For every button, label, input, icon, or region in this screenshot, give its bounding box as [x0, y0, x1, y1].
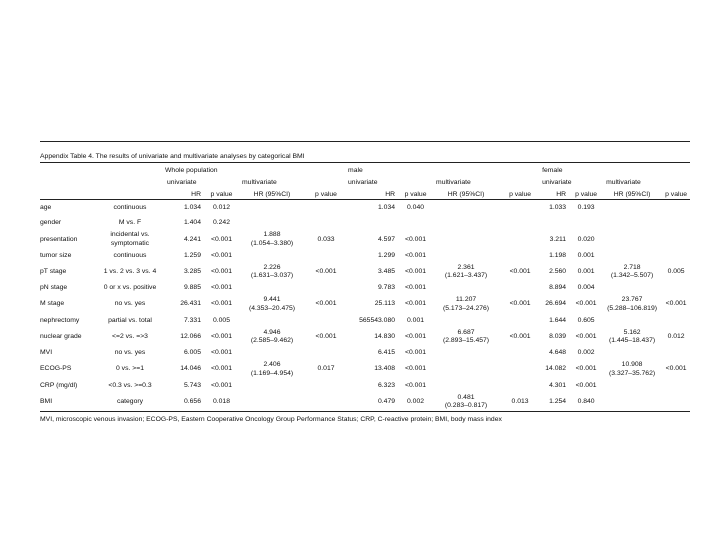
data-cell: [500, 281, 540, 297]
hr-ci-text: 23.767 (5.288–106.819): [607, 296, 658, 312]
data-cell: [500, 361, 540, 378]
hr-ci-text: 2.361 (1.621–3.437): [444, 263, 488, 280]
column-header: p value: [500, 187, 540, 200]
subgroup-header: univariate: [167, 178, 197, 186]
data-cell: [500, 313, 540, 329]
row-category: [95, 394, 165, 411]
row-variable: tumor size: [40, 251, 72, 259]
data-cell: [500, 200, 540, 216]
table-row: [40, 378, 690, 394]
column-header: p value: [205, 187, 238, 200]
data-cell: [432, 313, 500, 329]
data-cell: 0.605: [577, 316, 595, 324]
data-cell: [662, 200, 690, 216]
data-cell: 6.415: [378, 349, 396, 357]
data-cell: 0.005: [667, 268, 685, 275]
subgroup-header: multivariate: [242, 178, 277, 186]
table-row: [40, 248, 690, 264]
data-cell: [238, 231, 306, 248]
data-cell: 0.002: [399, 394, 432, 411]
data-cell: 0.479: [346, 394, 399, 411]
category-text: category: [116, 397, 144, 405]
group-header: female: [542, 166, 563, 174]
data-cell: <0.001: [405, 284, 427, 292]
row-category: [95, 378, 165, 394]
data-cell: <0.001: [315, 268, 337, 275]
data-cell: [432, 216, 500, 232]
data-cell: [602, 361, 662, 378]
data-cell: [238, 216, 306, 232]
header-blank: [40, 187, 165, 200]
data-cell: <0.001: [211, 300, 232, 308]
row-category: [95, 200, 165, 216]
hr-ci-text: 1.888 (1.054–3.380): [250, 231, 294, 247]
data-cell: [432, 200, 500, 216]
column-header: HR: [540, 187, 570, 200]
data-cell: 1.033: [549, 203, 567, 211]
data-cell: 14.082: [545, 365, 567, 373]
hr-ci-text: 2.226 (1.631–3.037): [250, 263, 294, 280]
data-cell: [238, 264, 306, 281]
data-cell: [540, 216, 570, 232]
data-cell: 3.285: [183, 268, 201, 275]
data-cell: 0.020: [577, 235, 595, 243]
data-cell: [662, 248, 690, 264]
hr-ci-text: 5.162 (1.445–18.437): [609, 328, 656, 345]
data-cell: <0.001: [665, 365, 687, 373]
data-cell: 14.830: [374, 332, 396, 340]
subgroup-header: multivariate: [436, 178, 471, 186]
row-variable: pN stage: [40, 284, 68, 292]
data-cell: [306, 378, 346, 394]
data-cell: 13.408: [374, 365, 396, 373]
data-cell: 0.017: [317, 365, 335, 373]
column-header: HR (95%CI): [602, 187, 662, 200]
data-cell: [500, 231, 540, 248]
data-cell: 4.241: [183, 235, 201, 243]
category-text: partial vs. total: [108, 316, 152, 324]
data-cell: <0.001: [315, 332, 337, 340]
data-cell: 0.005: [212, 316, 230, 324]
data-cell: 1.299: [378, 251, 396, 259]
data-cell: [602, 394, 662, 411]
header-blank: [40, 175, 165, 187]
data-cell: 4.597: [378, 235, 396, 243]
row-variable: nephrectomy: [40, 316, 80, 324]
table-row: [40, 200, 690, 216]
data-cell: 1.404: [183, 219, 201, 227]
table-row: [40, 346, 690, 362]
data-cell: <0.001: [211, 284, 232, 292]
data-cell: 5.743: [183, 381, 201, 389]
data-cell: [238, 200, 306, 216]
data-cell: [238, 346, 306, 362]
data-cell: [432, 264, 500, 281]
data-cell: [238, 281, 306, 297]
data-cell: <0.001: [211, 251, 232, 259]
data-cell: 0.656: [165, 394, 205, 411]
data-cell: [602, 264, 662, 281]
data-cell: [602, 329, 662, 346]
data-cell: [432, 281, 500, 297]
table-row: [40, 394, 690, 411]
row-category: [95, 346, 165, 362]
data-cell: <0.001: [211, 332, 232, 340]
data-cell: 26.694: [545, 300, 567, 308]
data-cell: 0.012: [667, 332, 685, 340]
data-cell: [306, 248, 346, 264]
data-cell: [238, 394, 306, 411]
data-cell: 1.259: [183, 251, 201, 259]
data-cell: [306, 346, 346, 362]
data-cell: [306, 281, 346, 297]
data-cell: [432, 329, 500, 346]
header-blank: [40, 163, 165, 175]
data-cell: <0.001: [405, 235, 427, 243]
data-cell: 26.431: [180, 300, 201, 308]
data-cell: 1.034: [183, 203, 201, 211]
row-category: [95, 248, 165, 264]
hr-ci-text: 9.441 (4.353–20.475): [248, 296, 296, 312]
data-cell: [432, 346, 500, 362]
data-cell: 3.485: [378, 268, 396, 275]
data-cell: 0.018: [205, 394, 238, 411]
data-cell: [306, 216, 346, 232]
data-cell: 4.301: [549, 381, 567, 389]
row-category: [95, 329, 165, 346]
data-cell: [662, 231, 690, 248]
data-cell: 8.039: [549, 332, 567, 340]
data-cell: [238, 313, 306, 329]
data-cell: [238, 248, 306, 264]
column-header: HR: [346, 187, 399, 200]
data-cell: [432, 361, 500, 378]
table-row: [40, 264, 690, 281]
row-variable: M stage: [40, 300, 65, 308]
data-cell: [662, 216, 690, 232]
data-cell: 0.840: [570, 394, 602, 411]
data-cell: <0.001: [575, 381, 597, 389]
category-text: 1 vs. 2 vs. 3 vs. 4: [103, 268, 157, 275]
table-row: [40, 313, 690, 329]
data-cell: [662, 394, 690, 411]
row-category: [95, 231, 165, 248]
footnote: MVI, microscopic venous invasion; ECOG-PS, Eastern Cooperative Oncology Group Performance Status; CRP, C-reactive protein; BMI, body mass index: [40, 415, 502, 423]
category-text: M vs. F: [118, 219, 142, 227]
hr-ci-text: 0.481 (0.283–0.817): [444, 393, 488, 410]
row-variable: pT stage: [40, 268, 67, 275]
category-text: no vs. yes: [114, 300, 146, 308]
column-header: HR (95%CI): [238, 187, 306, 200]
data-cell: <0.001: [575, 365, 597, 373]
results-table: [40, 163, 690, 412]
data-cell: [602, 296, 662, 313]
data-cell: <0.001: [211, 349, 232, 357]
row-variable: presentation: [40, 235, 78, 243]
table-row: [40, 329, 690, 346]
data-cell: <0.001: [405, 332, 427, 340]
data-cell: 1.254: [540, 394, 570, 411]
row-variable: MVI: [40, 349, 53, 357]
data-cell: <0.001: [575, 332, 597, 340]
data-cell: [602, 248, 662, 264]
data-cell: 1.034: [378, 203, 396, 211]
table-row: [40, 216, 690, 232]
data-cell: 6.005: [183, 349, 201, 357]
category-text: continuous: [113, 203, 147, 211]
row-variable: gender: [40, 219, 62, 227]
hr-ci-text: 11.207 (5.173–24.276): [442, 296, 490, 312]
hr-ci-text: 2.718 (1.342–5.507): [610, 263, 654, 280]
data-cell: <0.001: [405, 365, 427, 373]
data-cell: [602, 346, 662, 362]
category-text: 0 or x vs. positive: [103, 284, 157, 292]
data-cell: [500, 216, 540, 232]
data-cell: <0.001: [405, 349, 427, 357]
data-cell: [602, 200, 662, 216]
data-cell: [602, 216, 662, 232]
hr-ci-text: 4.946 (2.585–9.462): [250, 328, 294, 345]
subgroup-header: univariate: [348, 178, 378, 186]
row-category: [95, 313, 165, 329]
data-cell: <0.001: [405, 251, 427, 259]
data-cell: <0.001: [211, 268, 232, 275]
hr-ci-text: 6.687 (2.893–15.457): [442, 328, 490, 345]
table-row: [40, 296, 690, 313]
data-cell: [432, 378, 500, 394]
data-cell: 0.001: [407, 316, 425, 324]
data-cell: [500, 378, 540, 394]
data-cell: 0.242: [212, 219, 230, 227]
data-cell: 4.648: [549, 349, 567, 357]
data-cell: 0.001: [577, 251, 595, 259]
category-text: <0.3 vs. >=0.3: [108, 381, 152, 389]
data-cell: [346, 216, 399, 232]
data-cell: 14.046: [180, 365, 201, 373]
data-cell: [399, 216, 432, 232]
subgroup-header: univariate: [542, 178, 572, 186]
row-category: [95, 264, 165, 281]
data-cell: 1.198: [549, 251, 567, 259]
category-text: no vs. yes: [114, 349, 146, 357]
data-cell: 12.066: [180, 332, 201, 340]
data-cell: [432, 296, 500, 313]
column-header: p value: [306, 187, 346, 200]
data-cell: [602, 313, 662, 329]
data-cell: <0.001: [405, 300, 427, 308]
data-cell: [238, 329, 306, 346]
table-row: [40, 361, 690, 378]
group-header: male: [348, 166, 363, 174]
data-cell: 7.331: [183, 316, 201, 324]
data-cell: 8.894: [549, 284, 567, 292]
data-cell: 0.040: [407, 203, 425, 211]
data-cell: [500, 346, 540, 362]
data-cell: [306, 394, 346, 411]
group-header: Whole population: [165, 166, 218, 174]
hr-ci-text: 2.406 (1.169–4.954): [250, 361, 294, 377]
data-cell: <0.001: [211, 365, 232, 373]
data-cell: [238, 378, 306, 394]
data-cell: [432, 394, 500, 411]
data-cell: [662, 378, 690, 394]
hr-ci-text: 10.908 (3.327–35.762): [609, 361, 656, 377]
data-cell: <0.001: [665, 300, 687, 308]
row-category: [95, 296, 165, 313]
data-cell: [238, 296, 306, 313]
data-cell: 0.004: [577, 284, 595, 292]
column-header: HR: [165, 187, 205, 200]
row-category: [95, 281, 165, 297]
column-header: p value: [399, 187, 432, 200]
data-cell: 25.113: [374, 300, 396, 308]
category-text: 0 vs. >=1: [116, 365, 144, 373]
data-cell: [432, 248, 500, 264]
column-header: HR (95%CI): [432, 187, 500, 200]
table-row: [40, 231, 690, 248]
row-variable: nuclear grade: [40, 332, 82, 340]
data-cell: 9.885: [183, 284, 201, 292]
table-caption: Appendix Table 4. The results of univariate and multivariate analyses by categorical BMI: [40, 141, 690, 163]
data-cell: 9.783: [378, 284, 396, 292]
row-category: [95, 216, 165, 232]
data-cell: 0.002: [577, 349, 595, 357]
data-cell: [662, 313, 690, 329]
data-cell: <0.001: [315, 300, 337, 308]
data-cell: [662, 281, 690, 297]
data-cell: <0.001: [509, 332, 531, 340]
data-cell: 6.323: [378, 381, 396, 389]
data-cell: <0.001: [405, 268, 427, 275]
row-variable: CRP (mg/dl): [40, 381, 78, 389]
data-cell: 565543.080: [359, 316, 396, 324]
data-cell: 0.001: [577, 268, 595, 275]
data-cell: [306, 313, 346, 329]
column-header: p value: [662, 187, 690, 200]
subgroup-header: multivariate: [606, 178, 641, 186]
data-cell: 1.644: [549, 316, 567, 324]
table-row: [40, 281, 690, 297]
data-cell: <0.001: [509, 268, 531, 275]
row-variable: ECOG-PS: [40, 365, 72, 373]
data-cell: [602, 281, 662, 297]
data-cell: <0.001: [509, 300, 531, 308]
data-cell: [570, 216, 602, 232]
column-header: p value: [570, 187, 602, 200]
data-cell: [238, 361, 306, 378]
document: [40, 141, 690, 424]
data-cell: <0.001: [211, 235, 232, 243]
row-variable: BMI: [40, 394, 95, 411]
data-cell: [662, 346, 690, 362]
category-text: incidental vs. symptomatic: [110, 231, 150, 247]
data-cell: [306, 200, 346, 216]
row-variable: age: [40, 203, 52, 211]
data-cell: 3.211: [549, 235, 567, 243]
row-category: [95, 361, 165, 378]
data-cell: 0.013: [500, 394, 540, 411]
data-cell: 0.012: [212, 203, 230, 211]
data-cell: <0.001: [405, 381, 427, 389]
data-cell: [432, 231, 500, 248]
data-cell: <0.001: [575, 300, 597, 308]
data-cell: [602, 231, 662, 248]
category-text: <=2 vs. =>3: [112, 332, 148, 340]
data-cell: [500, 248, 540, 264]
data-cell: [602, 378, 662, 394]
category-text: continuous: [113, 251, 147, 259]
data-cell: <0.001: [211, 381, 232, 389]
data-cell: 0.033: [317, 235, 335, 243]
data-cell: 2.560: [549, 268, 567, 275]
data-cell: 0.193: [577, 203, 595, 211]
